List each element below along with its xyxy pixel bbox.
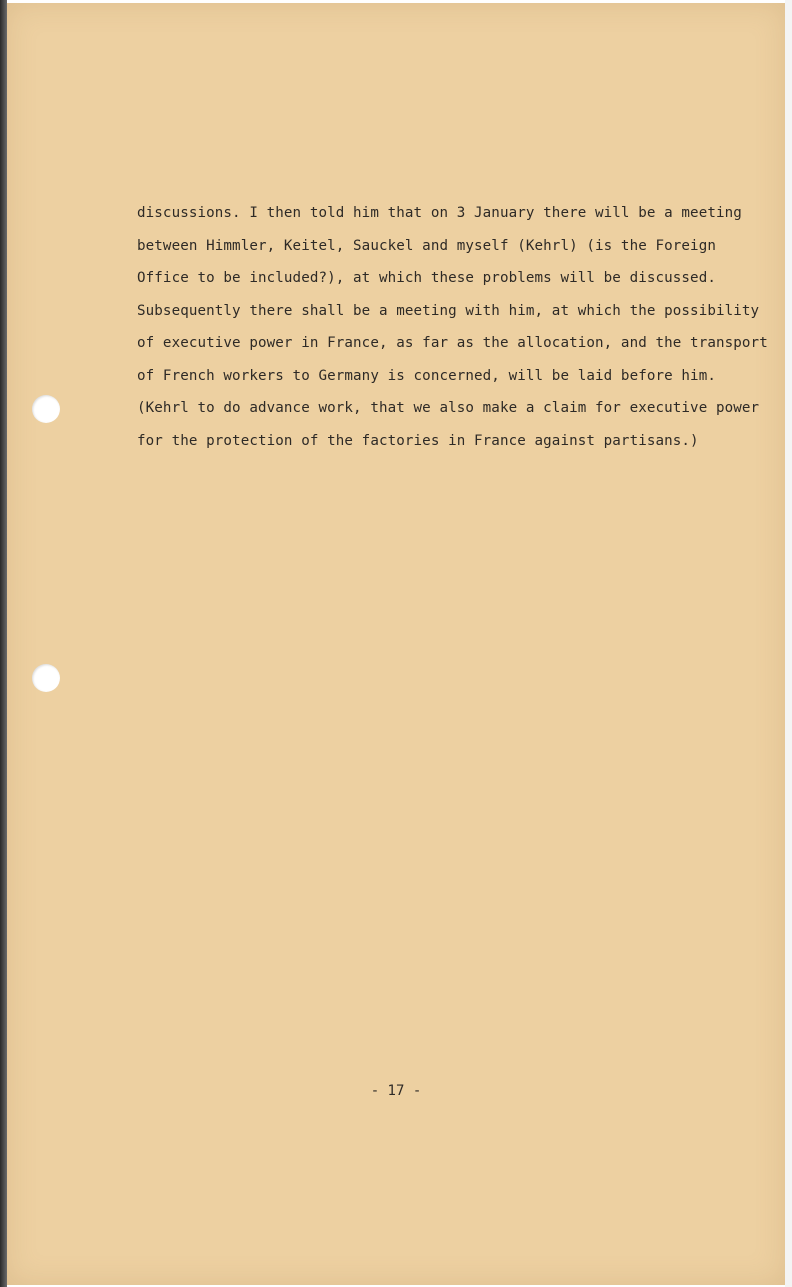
page-number: - 17 - <box>370 1083 422 1099</box>
punch-hole <box>32 395 60 423</box>
scan-right-edge <box>785 0 792 1287</box>
text-line: between Himmler, Keitel, Sauckel and myself (Kehrl) (is the Foreign <box>137 237 716 254</box>
text-line: for the protection of the factories in France against partisans.) <box>137 432 699 449</box>
document-page <box>7 3 785 1285</box>
scan-left-edge <box>0 0 7 1287</box>
text-line: of executive power in France, as far as the allocation, and the transport <box>137 335 768 351</box>
text-line: Office to be included?), at which these problems will be discussed. <box>137 270 716 286</box>
text-line: of French workers to Germany is concerned, will be laid before him. <box>137 367 716 384</box>
text-line: discussions. I then told him that on 3 January there will be a meeting <box>137 205 742 221</box>
punch-hole <box>32 664 60 692</box>
body-text <box>137 197 768 457</box>
text-line: Subsequently there shall be a meeting with him, at which the possibility <box>137 302 760 319</box>
text-line: (Kehrl to do advance work, that we also make a claim for executive power <box>137 400 760 416</box>
